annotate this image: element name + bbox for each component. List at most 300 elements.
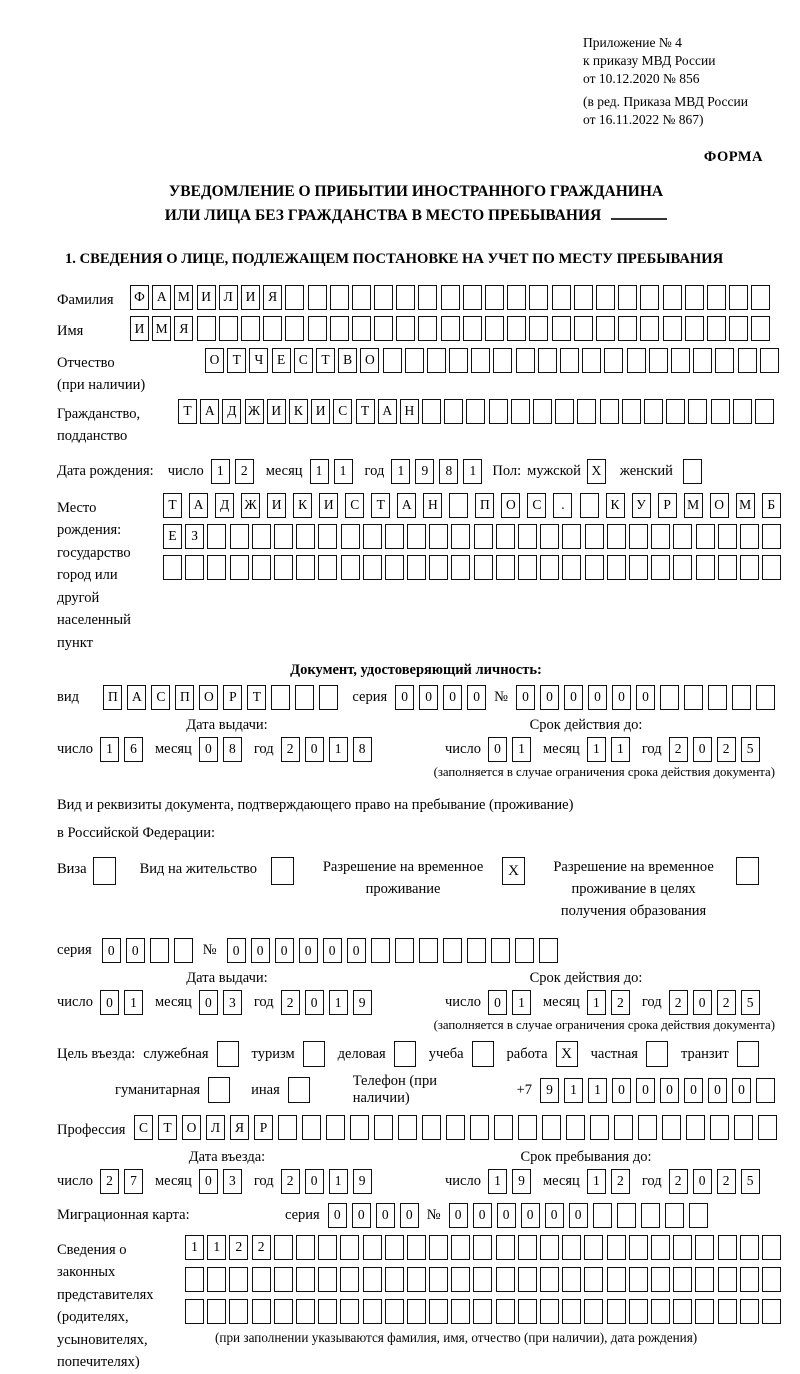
char-box[interactable] bbox=[693, 348, 712, 373]
char-box[interactable]: 0 bbox=[488, 990, 507, 1015]
char-box[interactable]: 3 bbox=[223, 990, 242, 1015]
char-box[interactable] bbox=[718, 1267, 737, 1292]
char-box[interactable]: Ж bbox=[245, 399, 264, 424]
char-box[interactable] bbox=[584, 1267, 603, 1292]
char-box[interactable] bbox=[374, 285, 393, 310]
char-box[interactable] bbox=[584, 1235, 603, 1260]
char-box[interactable]: 0 bbox=[199, 990, 218, 1015]
char-box[interactable] bbox=[371, 938, 390, 963]
char-box[interactable]: 0 bbox=[100, 990, 119, 1015]
char-box[interactable] bbox=[662, 1115, 681, 1140]
char-box[interactable]: 0 bbox=[323, 938, 342, 963]
char-box[interactable]: К bbox=[289, 399, 308, 424]
purpose-study-checkbox[interactable] bbox=[472, 1041, 494, 1067]
char-box[interactable] bbox=[422, 1115, 441, 1140]
char-box[interactable] bbox=[341, 555, 360, 580]
purpose-business-checkbox[interactable] bbox=[217, 1041, 239, 1067]
char-box[interactable]: 1 bbox=[329, 737, 348, 762]
char-box[interactable] bbox=[429, 524, 448, 549]
char-box[interactable] bbox=[629, 1267, 648, 1292]
char-box[interactable] bbox=[644, 399, 663, 424]
char-box[interactable] bbox=[562, 555, 581, 580]
char-box[interactable] bbox=[419, 938, 438, 963]
char-box[interactable]: А bbox=[152, 285, 171, 310]
char-box[interactable] bbox=[718, 555, 737, 580]
char-box[interactable] bbox=[584, 1299, 603, 1324]
char-box[interactable] bbox=[756, 685, 775, 710]
char-box[interactable]: А bbox=[189, 493, 208, 518]
char-box[interactable] bbox=[451, 1235, 470, 1260]
char-box[interactable]: 0 bbox=[199, 1169, 218, 1194]
char-box[interactable]: 0 bbox=[419, 685, 438, 710]
char-box[interactable] bbox=[555, 399, 574, 424]
char-box[interactable] bbox=[533, 399, 552, 424]
char-box[interactable] bbox=[441, 316, 460, 341]
char-box[interactable]: 0 bbox=[708, 1078, 727, 1103]
char-box[interactable]: 2 bbox=[229, 1235, 248, 1260]
char-box[interactable] bbox=[429, 1235, 448, 1260]
char-box[interactable] bbox=[511, 399, 530, 424]
char-box[interactable]: 0 bbox=[449, 1203, 468, 1228]
char-box[interactable] bbox=[566, 1115, 585, 1140]
char-box[interactable] bbox=[688, 399, 707, 424]
char-box[interactable] bbox=[518, 524, 537, 549]
char-box[interactable]: А bbox=[200, 399, 219, 424]
char-box[interactable] bbox=[451, 555, 470, 580]
char-box[interactable] bbox=[318, 524, 337, 549]
char-box[interactable] bbox=[352, 285, 371, 310]
char-box[interactable] bbox=[516, 348, 535, 373]
char-box[interactable] bbox=[718, 1299, 737, 1324]
char-box[interactable] bbox=[538, 348, 557, 373]
char-box[interactable] bbox=[577, 399, 596, 424]
char-box[interactable]: 9 bbox=[415, 459, 434, 484]
char-box[interactable] bbox=[617, 1203, 636, 1228]
purpose-private-checkbox[interactable] bbox=[646, 1041, 668, 1067]
char-box[interactable] bbox=[540, 555, 559, 580]
char-box[interactable]: Ф bbox=[130, 285, 149, 310]
char-box[interactable] bbox=[552, 316, 571, 341]
char-box[interactable] bbox=[673, 1267, 692, 1292]
char-box[interactable]: 0 bbox=[693, 1169, 712, 1194]
char-box[interactable] bbox=[762, 555, 781, 580]
char-box[interactable]: 0 bbox=[569, 1203, 588, 1228]
char-box[interactable] bbox=[285, 316, 304, 341]
char-box[interactable]: Д bbox=[222, 399, 241, 424]
char-box[interactable]: 2 bbox=[717, 990, 736, 1015]
char-box[interactable] bbox=[318, 1235, 337, 1260]
char-box[interactable]: 0 bbox=[395, 685, 414, 710]
char-box[interactable]: 9 bbox=[353, 990, 372, 1015]
char-box[interactable]: 1 bbox=[334, 459, 353, 484]
char-box[interactable] bbox=[729, 316, 748, 341]
char-box[interactable]: 8 bbox=[223, 737, 242, 762]
char-box[interactable] bbox=[302, 1115, 321, 1140]
char-box[interactable] bbox=[600, 399, 619, 424]
char-box[interactable] bbox=[673, 555, 692, 580]
char-box[interactable]: 1 bbox=[329, 1169, 348, 1194]
char-box[interactable] bbox=[449, 348, 468, 373]
char-box[interactable] bbox=[518, 1115, 537, 1140]
char-box[interactable] bbox=[518, 555, 537, 580]
char-box[interactable] bbox=[296, 1299, 315, 1324]
char-box[interactable] bbox=[407, 524, 426, 549]
char-box[interactable] bbox=[485, 285, 504, 310]
char-box[interactable]: Е bbox=[163, 524, 182, 549]
char-box[interactable]: 1 bbox=[587, 1169, 606, 1194]
char-box[interactable] bbox=[740, 555, 759, 580]
char-box[interactable]: Ч bbox=[249, 348, 268, 373]
char-box[interactable] bbox=[451, 1299, 470, 1324]
char-box[interactable] bbox=[185, 555, 204, 580]
char-box[interactable]: О bbox=[199, 685, 218, 710]
char-box[interactable]: Н bbox=[400, 399, 419, 424]
char-box[interactable] bbox=[407, 1267, 426, 1292]
purpose-tourism-checkbox[interactable] bbox=[303, 1041, 325, 1067]
char-box[interactable] bbox=[230, 524, 249, 549]
char-box[interactable]: 1 bbox=[124, 990, 143, 1015]
char-box[interactable] bbox=[285, 285, 304, 310]
char-box[interactable]: 0 bbox=[488, 737, 507, 762]
char-box[interactable]: 2 bbox=[281, 990, 300, 1015]
char-box[interactable] bbox=[596, 285, 615, 310]
char-box[interactable] bbox=[562, 1299, 581, 1324]
char-box[interactable]: 0 bbox=[400, 1203, 419, 1228]
char-box[interactable] bbox=[695, 1235, 714, 1260]
char-box[interactable]: 0 bbox=[376, 1203, 395, 1228]
char-box[interactable] bbox=[686, 1115, 705, 1140]
char-box[interactable] bbox=[229, 1299, 248, 1324]
char-box[interactable] bbox=[640, 285, 659, 310]
char-box[interactable] bbox=[618, 316, 637, 341]
char-box[interactable] bbox=[318, 555, 337, 580]
char-box[interactable] bbox=[330, 316, 349, 341]
purpose-transit-checkbox[interactable] bbox=[737, 1041, 759, 1067]
purpose-work-checkbox[interactable]: X bbox=[556, 1041, 578, 1067]
char-box[interactable]: П bbox=[103, 685, 122, 710]
char-box[interactable] bbox=[695, 1299, 714, 1324]
char-box[interactable]: Т bbox=[178, 399, 197, 424]
char-box[interactable] bbox=[363, 1299, 382, 1324]
char-box[interactable]: Т bbox=[316, 348, 335, 373]
char-box[interactable]: М bbox=[174, 285, 193, 310]
char-box[interactable] bbox=[230, 555, 249, 580]
char-box[interactable]: Я bbox=[230, 1115, 249, 1140]
char-box[interactable] bbox=[471, 348, 490, 373]
char-box[interactable]: 0 bbox=[540, 685, 559, 710]
char-box[interactable] bbox=[150, 938, 169, 963]
char-box[interactable]: 0 bbox=[251, 938, 270, 963]
char-box[interactable] bbox=[518, 1299, 537, 1324]
char-box[interactable] bbox=[489, 399, 508, 424]
char-box[interactable]: З bbox=[185, 524, 204, 549]
char-box[interactable] bbox=[374, 1115, 393, 1140]
char-box[interactable] bbox=[229, 1267, 248, 1292]
char-box[interactable] bbox=[451, 524, 470, 549]
char-box[interactable] bbox=[429, 1299, 448, 1324]
char-box[interactable] bbox=[593, 1203, 612, 1228]
char-box[interactable] bbox=[385, 1267, 404, 1292]
char-box[interactable]: 1 bbox=[211, 459, 230, 484]
char-box[interactable]: Ж bbox=[241, 493, 260, 518]
char-box[interactable]: 0 bbox=[732, 1078, 751, 1103]
char-box[interactable]: 1 bbox=[185, 1235, 204, 1260]
char-box[interactable] bbox=[762, 1267, 781, 1292]
char-box[interactable] bbox=[446, 1115, 465, 1140]
char-box[interactable]: И bbox=[197, 285, 216, 310]
char-box[interactable]: А bbox=[127, 685, 146, 710]
char-box[interactable] bbox=[540, 1299, 559, 1324]
char-box[interactable] bbox=[734, 1115, 753, 1140]
char-box[interactable]: 2 bbox=[281, 737, 300, 762]
char-box[interactable] bbox=[407, 1235, 426, 1260]
char-box[interactable] bbox=[252, 1267, 271, 1292]
char-box[interactable] bbox=[363, 1267, 382, 1292]
char-box[interactable]: 0 bbox=[684, 1078, 703, 1103]
char-box[interactable] bbox=[473, 1267, 492, 1292]
char-box[interactable] bbox=[718, 1235, 737, 1260]
char-box[interactable]: 0 bbox=[347, 938, 366, 963]
char-box[interactable] bbox=[340, 1267, 359, 1292]
char-box[interactable]: 2 bbox=[611, 990, 630, 1015]
char-box[interactable] bbox=[241, 316, 260, 341]
char-box[interactable]: И bbox=[130, 316, 149, 341]
char-box[interactable] bbox=[718, 524, 737, 549]
char-box[interactable] bbox=[755, 399, 774, 424]
char-box[interactable]: 1 bbox=[391, 459, 410, 484]
char-box[interactable] bbox=[673, 524, 692, 549]
char-box[interactable] bbox=[263, 316, 282, 341]
char-box[interactable] bbox=[711, 399, 730, 424]
char-box[interactable]: Л bbox=[206, 1115, 225, 1140]
char-box[interactable]: 2 bbox=[669, 737, 688, 762]
char-box[interactable] bbox=[562, 1235, 581, 1260]
char-box[interactable] bbox=[396, 285, 415, 310]
char-box[interactable] bbox=[574, 285, 593, 310]
char-box[interactable]: А bbox=[378, 399, 397, 424]
char-box[interactable]: 1 bbox=[488, 1169, 507, 1194]
char-box[interactable]: 0 bbox=[305, 990, 324, 1015]
char-box[interactable] bbox=[491, 938, 510, 963]
char-box[interactable]: 1 bbox=[512, 990, 531, 1015]
char-box[interactable] bbox=[649, 348, 668, 373]
char-box[interactable]: 1 bbox=[588, 1078, 607, 1103]
char-box[interactable]: 0 bbox=[126, 938, 145, 963]
char-box[interactable]: О bbox=[182, 1115, 201, 1140]
visa-checkbox[interactable] bbox=[93, 857, 116, 885]
char-box[interactable] bbox=[363, 1235, 382, 1260]
char-box[interactable] bbox=[296, 524, 315, 549]
char-box[interactable] bbox=[585, 524, 604, 549]
char-box[interactable]: И bbox=[311, 399, 330, 424]
char-box[interactable]: 0 bbox=[497, 1203, 516, 1228]
char-box[interactable] bbox=[352, 316, 371, 341]
char-box[interactable] bbox=[671, 348, 690, 373]
char-box[interactable] bbox=[441, 285, 460, 310]
char-box[interactable] bbox=[295, 685, 314, 710]
char-box[interactable] bbox=[751, 316, 770, 341]
char-box[interactable] bbox=[443, 938, 462, 963]
char-box[interactable] bbox=[542, 1115, 561, 1140]
char-box[interactable]: 0 bbox=[612, 685, 631, 710]
char-box[interactable]: И bbox=[319, 493, 338, 518]
char-box[interactable] bbox=[319, 685, 338, 710]
char-box[interactable] bbox=[582, 348, 601, 373]
char-box[interactable] bbox=[560, 348, 579, 373]
char-box[interactable]: 2 bbox=[669, 1169, 688, 1194]
char-box[interactable] bbox=[627, 348, 646, 373]
char-box[interactable] bbox=[274, 524, 293, 549]
char-box[interactable] bbox=[673, 1235, 692, 1260]
char-box[interactable] bbox=[470, 1115, 489, 1140]
char-box[interactable] bbox=[574, 316, 593, 341]
char-box[interactable] bbox=[340, 1299, 359, 1324]
char-box[interactable] bbox=[496, 1235, 515, 1260]
char-box[interactable] bbox=[271, 685, 290, 710]
char-box[interactable] bbox=[640, 316, 659, 341]
char-box[interactable] bbox=[278, 1115, 297, 1140]
char-box[interactable]: 0 bbox=[636, 1078, 655, 1103]
char-box[interactable] bbox=[252, 1299, 271, 1324]
char-box[interactable] bbox=[758, 1115, 777, 1140]
char-box[interactable] bbox=[629, 555, 648, 580]
char-box[interactable]: Т bbox=[158, 1115, 177, 1140]
char-box[interactable]: И bbox=[241, 285, 260, 310]
char-box[interactable] bbox=[451, 1267, 470, 1292]
char-box[interactable]: О bbox=[501, 493, 520, 518]
char-box[interactable]: 2 bbox=[717, 737, 736, 762]
char-box[interactable] bbox=[539, 938, 558, 963]
char-box[interactable]: 0 bbox=[588, 685, 607, 710]
char-box[interactable]: П bbox=[175, 685, 194, 710]
char-box[interactable] bbox=[427, 348, 446, 373]
char-box[interactable] bbox=[663, 285, 682, 310]
char-box[interactable] bbox=[651, 1235, 670, 1260]
char-box[interactable]: 9 bbox=[512, 1169, 531, 1194]
char-box[interactable]: С bbox=[333, 399, 352, 424]
char-box[interactable]: 5 bbox=[741, 1169, 760, 1194]
char-box[interactable]: М bbox=[152, 316, 171, 341]
char-box[interactable]: У bbox=[632, 493, 651, 518]
char-box[interactable]: 0 bbox=[275, 938, 294, 963]
char-box[interactable]: 0 bbox=[305, 737, 324, 762]
char-box[interactable] bbox=[638, 1115, 657, 1140]
char-box[interactable] bbox=[651, 1267, 670, 1292]
char-box[interactable]: Р bbox=[254, 1115, 273, 1140]
char-box[interactable]: С bbox=[294, 348, 313, 373]
char-box[interactable] bbox=[740, 524, 759, 549]
char-box[interactable] bbox=[385, 555, 404, 580]
char-box[interactable] bbox=[740, 1235, 759, 1260]
char-box[interactable] bbox=[308, 285, 327, 310]
char-box[interactable] bbox=[395, 938, 414, 963]
char-box[interactable] bbox=[618, 285, 637, 310]
char-box[interactable] bbox=[562, 1267, 581, 1292]
char-box[interactable] bbox=[629, 1299, 648, 1324]
char-box[interactable] bbox=[760, 348, 779, 373]
char-box[interactable] bbox=[596, 316, 615, 341]
char-box[interactable] bbox=[163, 555, 182, 580]
char-box[interactable]: 2 bbox=[235, 459, 254, 484]
char-box[interactable] bbox=[405, 348, 424, 373]
char-box[interactable] bbox=[740, 1299, 759, 1324]
char-box[interactable] bbox=[383, 348, 402, 373]
char-box[interactable] bbox=[710, 1115, 729, 1140]
char-box[interactable] bbox=[330, 285, 349, 310]
char-box[interactable] bbox=[607, 1299, 626, 1324]
char-box[interactable] bbox=[562, 524, 581, 549]
char-box[interactable] bbox=[207, 524, 226, 549]
char-box[interactable] bbox=[385, 1235, 404, 1260]
char-box[interactable]: 0 bbox=[693, 990, 712, 1015]
char-box[interactable] bbox=[540, 1235, 559, 1260]
char-box[interactable] bbox=[274, 1299, 293, 1324]
char-box[interactable]: Л bbox=[219, 285, 238, 310]
char-box[interactable]: 6 bbox=[124, 737, 143, 762]
char-box[interactable]: 0 bbox=[473, 1203, 492, 1228]
char-box[interactable]: 0 bbox=[612, 1078, 631, 1103]
char-box[interactable]: И bbox=[267, 493, 286, 518]
char-box[interactable] bbox=[252, 555, 271, 580]
char-box[interactable] bbox=[540, 1267, 559, 1292]
char-box[interactable] bbox=[207, 555, 226, 580]
char-box[interactable] bbox=[474, 555, 493, 580]
char-box[interactable] bbox=[185, 1299, 204, 1324]
char-box[interactable] bbox=[733, 399, 752, 424]
char-box[interactable]: К bbox=[606, 493, 625, 518]
char-box[interactable]: 5 bbox=[741, 737, 760, 762]
char-box[interactable] bbox=[707, 316, 726, 341]
char-box[interactable] bbox=[473, 1235, 492, 1260]
char-box[interactable]: С bbox=[151, 685, 170, 710]
char-box[interactable] bbox=[580, 493, 599, 518]
char-box[interactable]: 1 bbox=[611, 737, 630, 762]
char-box[interactable] bbox=[496, 1267, 515, 1292]
char-box[interactable]: И bbox=[267, 399, 286, 424]
char-box[interactable]: 0 bbox=[299, 938, 318, 963]
char-box[interactable] bbox=[396, 316, 415, 341]
char-box[interactable]: Т bbox=[227, 348, 246, 373]
char-box[interactable]: . bbox=[553, 493, 572, 518]
char-box[interactable] bbox=[318, 1267, 337, 1292]
char-box[interactable] bbox=[685, 316, 704, 341]
char-box[interactable] bbox=[308, 316, 327, 341]
sex-female-checkbox[interactable] bbox=[683, 459, 702, 484]
char-box[interactable] bbox=[515, 938, 534, 963]
char-box[interactable]: С bbox=[527, 493, 546, 518]
char-box[interactable]: 1 bbox=[100, 737, 119, 762]
char-box[interactable] bbox=[684, 685, 703, 710]
char-box[interactable] bbox=[629, 524, 648, 549]
char-box[interactable]: 5 bbox=[741, 990, 760, 1015]
char-box[interactable] bbox=[341, 524, 360, 549]
char-box[interactable] bbox=[529, 316, 548, 341]
char-box[interactable]: О bbox=[360, 348, 379, 373]
char-box[interactable]: 0 bbox=[352, 1203, 371, 1228]
char-box[interactable] bbox=[715, 348, 734, 373]
purpose-other-checkbox[interactable] bbox=[288, 1077, 310, 1103]
char-box[interactable] bbox=[607, 524, 626, 549]
purpose-humanitarian-checkbox[interactable] bbox=[208, 1077, 230, 1103]
char-box[interactable]: 0 bbox=[693, 737, 712, 762]
char-box[interactable] bbox=[418, 316, 437, 341]
char-box[interactable] bbox=[507, 316, 526, 341]
char-box[interactable] bbox=[507, 285, 526, 310]
char-box[interactable] bbox=[740, 1267, 759, 1292]
char-box[interactable] bbox=[552, 285, 571, 310]
char-box[interactable]: 9 bbox=[353, 1169, 372, 1194]
char-box[interactable] bbox=[326, 1115, 345, 1140]
